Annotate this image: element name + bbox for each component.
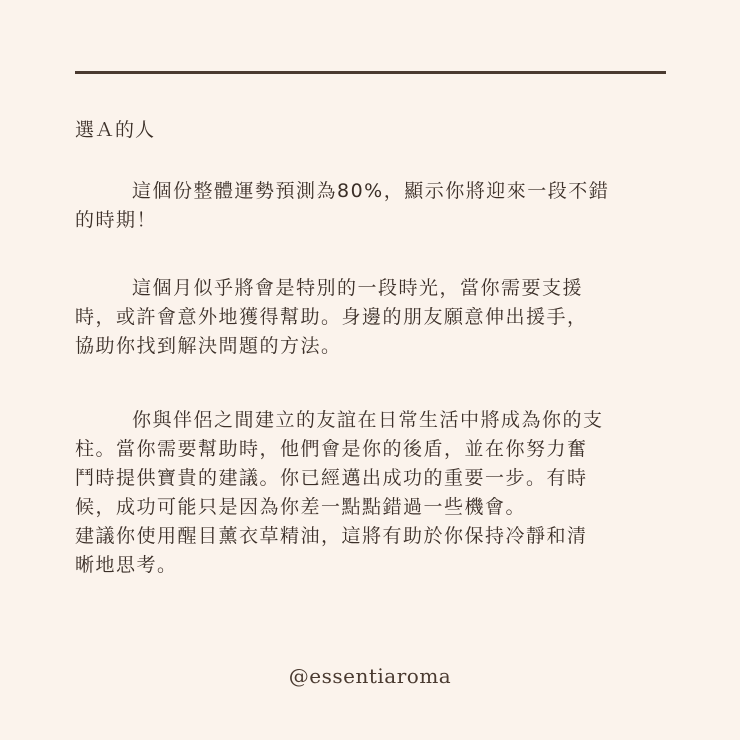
paragraph-line: 鬥時提供寶貴的建議。你已經邁出成功的重要一步。有時 — [75, 467, 588, 489]
paragraph-line: 候，成功可能只是因為你差一點點錯過一些機會。 — [75, 496, 527, 518]
account-handle: @essentiaroma — [288, 664, 452, 688]
paragraph-line: 的時期！ — [75, 209, 158, 231]
section-heading: 選Ａ的人 — [75, 119, 156, 141]
paragraph-line: 建議你使用醒目薰衣草精油，這將有助於你保持冷靜和清 — [75, 525, 588, 547]
paragraph-line: 晰地思考。 — [75, 554, 178, 576]
paragraph-line: 協助你找到解決問題的方法。 — [75, 335, 342, 357]
paragraph-support — [75, 274, 675, 361]
paragraph-partner — [75, 406, 675, 580]
paragraph-line: 柱。當你需要幫助時，他們會是你的後盾，並在你努力奮 — [75, 438, 588, 460]
paragraph-forecast — [75, 177, 675, 235]
paragraph-line: 你與伴侶之間建立的友誼在日常生活中將成為你的支 — [132, 409, 604, 431]
paragraph-line: 時，或許會意外地獲得幫助。身邊的朋友願意伸出援手， — [75, 306, 588, 328]
paragraph-line: 這個份整體運勢預測為80%，顯示你將迎來一段不錯 — [132, 180, 610, 202]
top-divider — [75, 71, 666, 74]
paragraph-line: 這個月似乎將會是特別的一段時光，當你需要支援 — [132, 277, 584, 299]
